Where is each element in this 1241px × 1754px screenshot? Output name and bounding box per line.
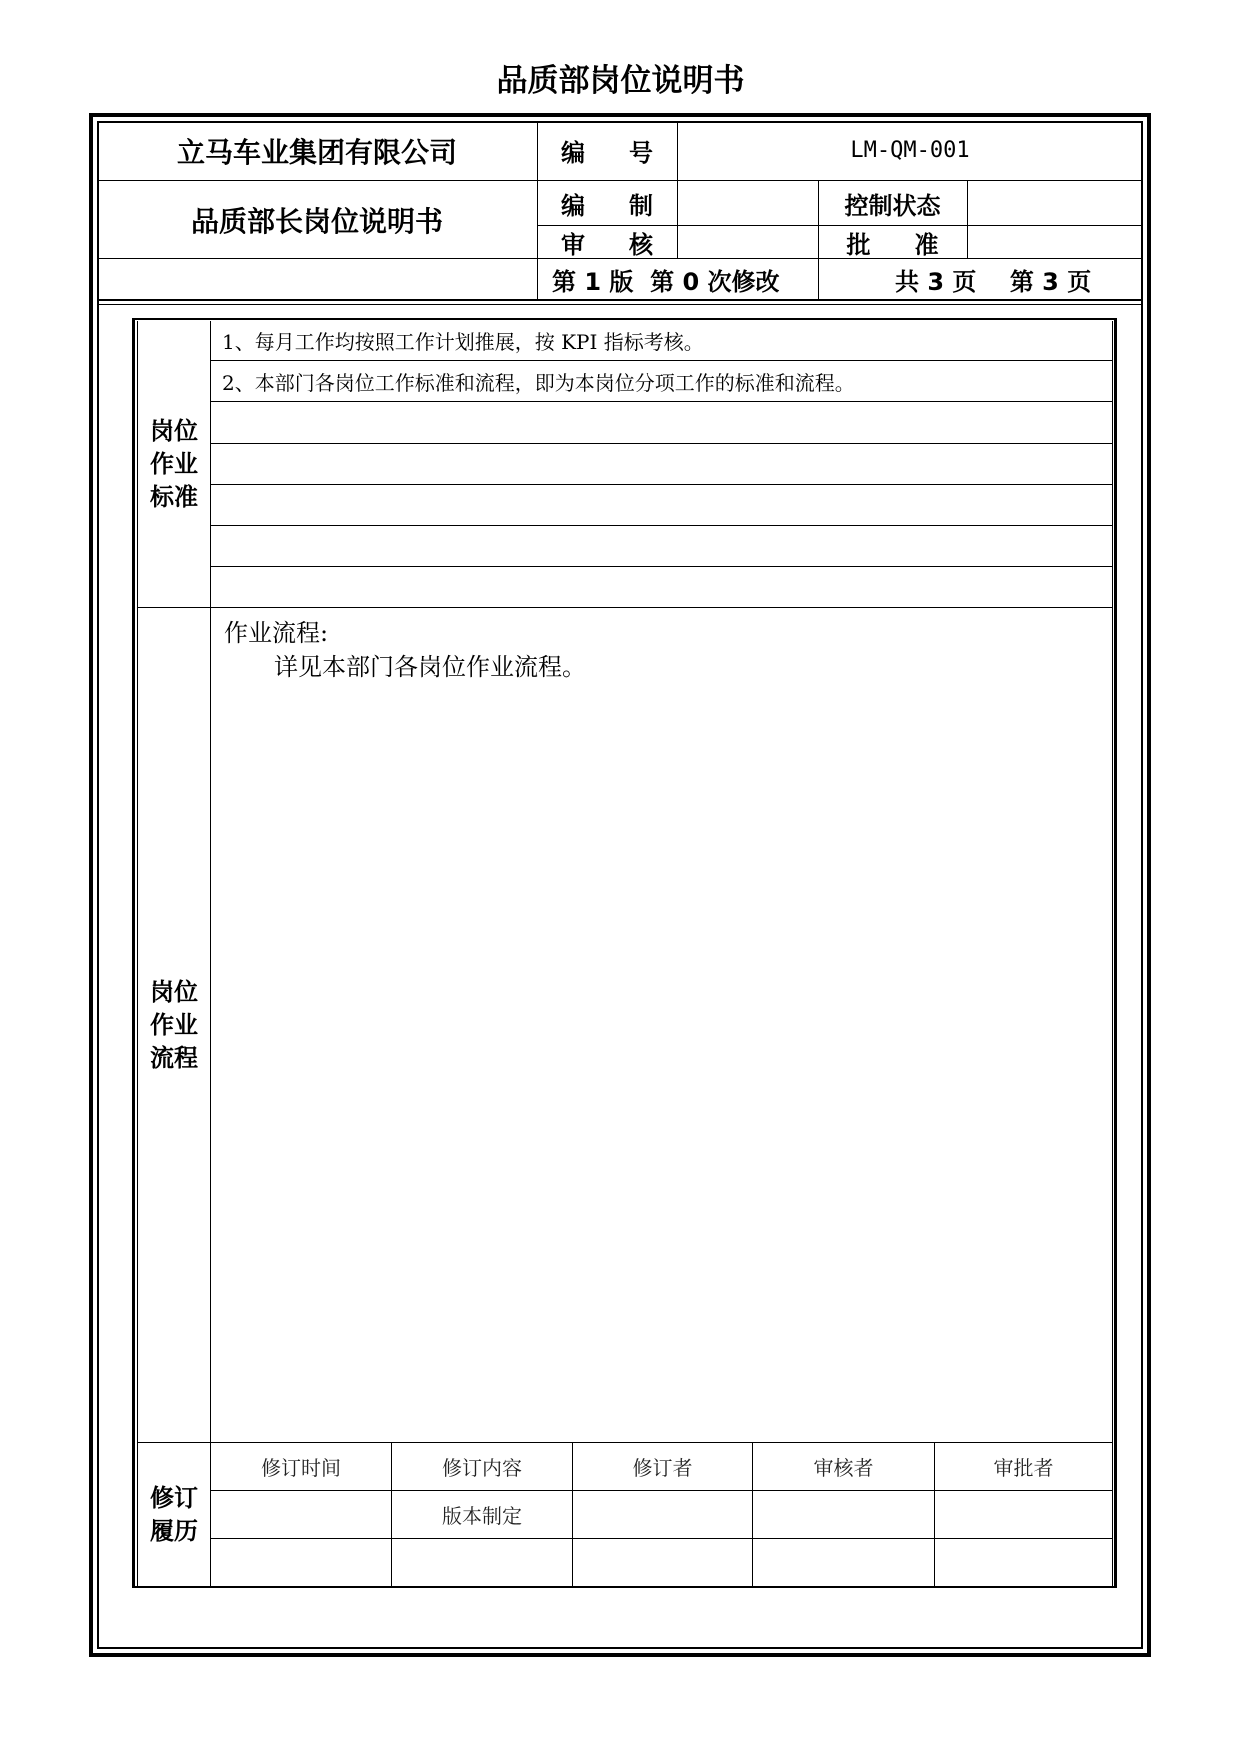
prepared-value	[677, 181, 818, 225]
revision-header-time: 修订时间	[261, 1456, 341, 1480]
process-body: 详见本部门各岗位作业流程。	[274, 652, 586, 681]
revision-cell	[211, 1491, 391, 1538]
revision-header-approver: 审批者	[993, 1456, 1054, 1480]
process-label: 岗位 作业 流程	[150, 977, 198, 1072]
standard-item	[222, 526, 1102, 566]
revision-cell	[211, 1539, 391, 1586]
doc-name: 品质部长岗位说明书	[190, 204, 443, 238]
standard-item	[222, 402, 1102, 443]
control-status-label: 控制状态	[844, 191, 941, 220]
version-info: 第 1 版 第 0 次修改	[552, 267, 780, 296]
page-info: 共 3 页 第 3 页	[895, 267, 1092, 296]
revision-label: 修订 履历	[150, 1483, 198, 1545]
revision-cell	[392, 1539, 572, 1586]
code-label: 编 号	[561, 139, 653, 167]
document-title: 品质部岗位说明书	[496, 63, 745, 99]
revision-header-content: 修订内容	[442, 1456, 522, 1480]
revision-cell	[753, 1491, 934, 1538]
revision-cell	[753, 1539, 934, 1586]
standards-label: 岗位 作业 标准	[150, 416, 198, 511]
revision-cell	[935, 1539, 1112, 1586]
revision-cell	[573, 1491, 752, 1538]
review-label: 审 核	[561, 230, 653, 259]
review-value	[677, 226, 818, 258]
approve-label: 批 准	[846, 230, 939, 259]
standard-item	[222, 485, 1102, 525]
approve-value	[967, 226, 1143, 258]
process-heading: 作业流程:	[224, 618, 329, 647]
standard-item	[222, 567, 1102, 607]
control-status-value	[967, 181, 1143, 225]
prepared-label: 编 制	[561, 191, 653, 220]
standard-item	[222, 444, 1102, 484]
standard-item: 1、每月工作均按照工作计划推展，按 KPI 指标考核。	[222, 330, 704, 354]
revision-cell: 版本制定	[442, 1504, 522, 1528]
revision-header-reviser: 修订者	[632, 1456, 693, 1480]
revision-header-reviewer: 审核者	[813, 1456, 874, 1480]
standard-item: 2、本部门各岗位工作标准和流程，即为本岗位分项工作的标准和流程。	[222, 370, 855, 395]
company-name: 立马车业集团有限公司	[176, 135, 457, 169]
revision-cell	[935, 1491, 1112, 1538]
revision-cell	[573, 1539, 752, 1586]
code-value: LM-QM-001	[850, 138, 970, 163]
